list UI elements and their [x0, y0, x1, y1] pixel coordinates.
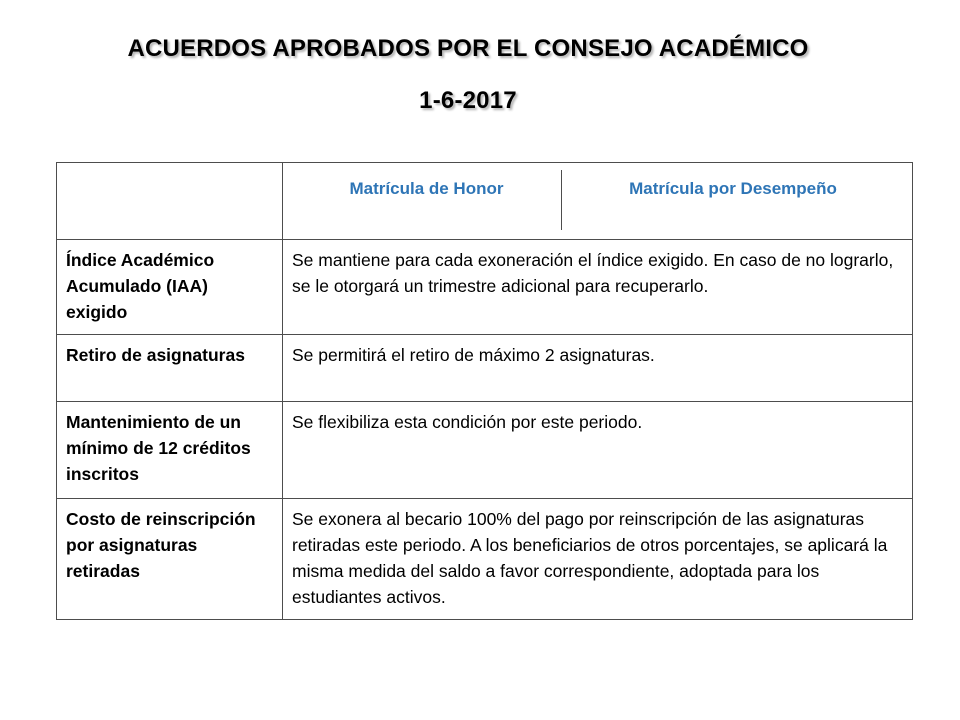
- header-matricula-honor: Matrícula de Honor: [292, 170, 562, 230]
- table-row: [57, 240, 913, 335]
- row-label-costo: Costo de reinscripción por asignaturas retiradas: [57, 499, 283, 620]
- page-title: ACUERDOS APROBADOS POR EL CONSEJO ACADÉMICO: [127, 35, 809, 62]
- table-header-row: [57, 163, 913, 240]
- header-matricula-desempeno: Matrícula por Desempeño: [629, 179, 837, 198]
- table-row: [57, 335, 913, 402]
- row-text-iaa: Se mantiene para cada exoneración el índice exigido. En caso de no lograrlo, se le otorgará un trimestre adicional para recuperarlo.: [283, 240, 913, 335]
- row-label-retiro: Retiro de asignaturas: [57, 335, 283, 402]
- table-row: [57, 499, 913, 620]
- row-text-costo: Se exonera al becario 100% del pago por reinscripción de las asignaturas retiradas este periodo. A los beneficiarios de otros porcentajes, se aplicará la misma medida del saldo a favor correspondiente, adoptada para los estudiantes activos.: [283, 499, 913, 620]
- row-label-creditos: Mantenimiento de un mínimo de 12 créditos inscritos: [57, 402, 283, 499]
- row-text-creditos: Se flexibiliza esta condición por este periodo.: [283, 402, 913, 499]
- row-label-iaa: Índice Académico Acumulado (IAA) exigido: [57, 240, 283, 335]
- table-corner-cell: [57, 163, 283, 240]
- agreements-table: [56, 162, 913, 620]
- title-block: [0, 30, 936, 120]
- table-header-cell: [283, 163, 913, 240]
- title-date: 1-6-2017: [419, 87, 517, 114]
- row-text-retiro: Se permitirá el retiro de máximo 2 asignaturas.: [283, 335, 913, 402]
- table-row: [57, 402, 913, 499]
